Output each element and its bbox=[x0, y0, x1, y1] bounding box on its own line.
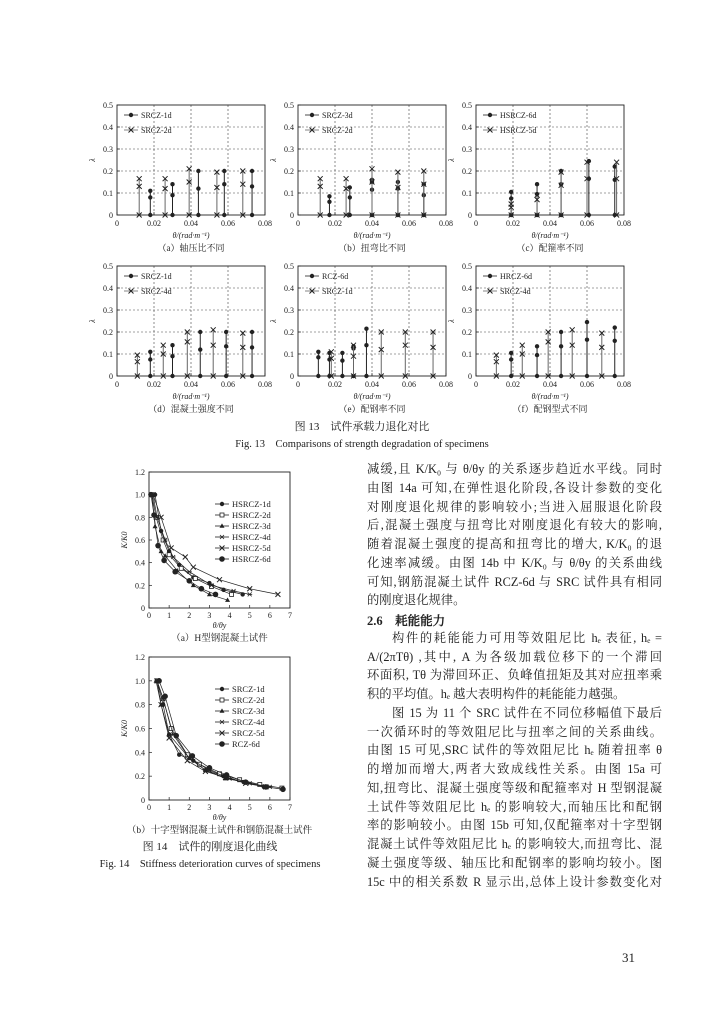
x-tick-label: 1 bbox=[167, 803, 172, 812]
data-point bbox=[170, 182, 174, 186]
y-tick-label: 0.4 bbox=[135, 748, 145, 758]
y-tick-label: 0.1 bbox=[103, 350, 113, 359]
data-point bbox=[179, 566, 183, 570]
x-axis-label: θ/(rad·m⁻¹) bbox=[531, 231, 569, 240]
data-point bbox=[162, 694, 168, 700]
data-point bbox=[185, 758, 190, 763]
y-tick-label: 0.4 bbox=[462, 284, 472, 293]
body-line: 由图 14a 可知,在弹性退化阶段,各设计参数的变化 bbox=[367, 480, 662, 495]
x-tick-label: 0.04 bbox=[365, 380, 379, 389]
data-point bbox=[170, 343, 174, 347]
y-tick-label: 1.0 bbox=[135, 676, 145, 686]
x-axis-label: θ/θy bbox=[212, 813, 227, 822]
data-point bbox=[224, 330, 228, 334]
legend-marker bbox=[310, 274, 314, 278]
data-point bbox=[364, 343, 368, 347]
y-tick-label: 0.2 bbox=[103, 328, 113, 337]
x-tick-label: 0.06 bbox=[221, 380, 235, 389]
legend-label: SRCZ-4d bbox=[232, 717, 265, 727]
x-tick-label: 0.06 bbox=[402, 219, 416, 228]
x-axis-label: θ/(rad·m⁻¹) bbox=[172, 231, 210, 240]
x-tick-label: 0 bbox=[115, 219, 119, 228]
data-point bbox=[585, 338, 589, 342]
legend-marker bbox=[220, 708, 225, 712]
data-point bbox=[559, 344, 563, 348]
y-tick-label: 0 bbox=[468, 211, 472, 220]
legend-marker bbox=[488, 274, 492, 278]
data-point bbox=[222, 182, 226, 186]
data-point-zero bbox=[224, 374, 228, 378]
x-tick-label: 2 bbox=[187, 803, 192, 812]
x-axis-label: θ/(rad·m⁻¹) bbox=[353, 231, 391, 240]
legend-label: RCZ-6d bbox=[232, 739, 260, 749]
legend-marker bbox=[219, 556, 225, 562]
x-tick-label: 1 bbox=[167, 611, 172, 620]
y-axis-label: λ bbox=[447, 319, 456, 323]
data-point bbox=[250, 184, 254, 188]
y-tick-label: 0.1 bbox=[462, 189, 472, 198]
series-HSRCZ-6d bbox=[509, 159, 617, 217]
chart-13b bbox=[266, 98, 456, 253]
x-tick-label: 4 bbox=[227, 611, 232, 620]
data-point-zero bbox=[327, 213, 331, 217]
data-point-zero bbox=[196, 213, 200, 217]
data-point bbox=[183, 555, 188, 560]
y-tick-label: 0.8 bbox=[135, 513, 145, 523]
x-tick-label: 0.08 bbox=[617, 380, 631, 389]
data-point bbox=[230, 592, 234, 596]
x-tick-label: 7 bbox=[288, 803, 292, 812]
data-point bbox=[193, 577, 197, 581]
y-tick-label: 0.5 bbox=[103, 262, 113, 271]
legend-label: HSRCZ-2d bbox=[232, 510, 271, 520]
data-point bbox=[250, 330, 254, 334]
series-SRCZ-3d bbox=[327, 178, 426, 218]
y-tick-label: 0.4 bbox=[103, 284, 113, 293]
y-tick-label: 0.6 bbox=[135, 536, 145, 545]
section-heading: 2.6 耗能能力 bbox=[367, 614, 446, 628]
chart-caption: （f）配钢型式不同 bbox=[512, 404, 588, 414]
data-point-zero bbox=[148, 374, 152, 378]
legend-marker bbox=[220, 513, 224, 517]
y-tick-label: 0.4 bbox=[103, 123, 113, 132]
x-tick-label: 0 bbox=[147, 611, 151, 620]
x-tick-label: 5 bbox=[247, 611, 252, 620]
y-axis-label: λ bbox=[447, 158, 456, 162]
data-point bbox=[535, 182, 539, 186]
legend-marker bbox=[219, 741, 225, 747]
data-point-zero bbox=[222, 213, 226, 217]
chart-caption: （b）十字型钢混凝土试件和钢筋混凝土试件 bbox=[126, 826, 313, 836]
y-tick-label: 0.5 bbox=[284, 101, 294, 110]
page-number: 31 bbox=[622, 950, 635, 965]
data-point bbox=[509, 196, 513, 200]
legend-marker bbox=[220, 523, 225, 527]
x-tick-label: 0.06 bbox=[580, 380, 594, 389]
data-point bbox=[156, 678, 162, 684]
data-point bbox=[213, 592, 219, 598]
x-tick-label: 0.04 bbox=[543, 219, 557, 228]
data-point bbox=[340, 358, 344, 362]
series-RCZ-6d bbox=[316, 327, 369, 379]
data-point bbox=[187, 570, 192, 574]
chart-caption: （a）H型钢混凝土试件 bbox=[171, 634, 268, 644]
body-line: 的刚度退化规律。 bbox=[367, 593, 466, 608]
data-point bbox=[217, 577, 222, 582]
data-point bbox=[170, 354, 174, 358]
body-line: 后,混凝土强度与扭弯比对刚度退化有较大的影响, bbox=[367, 518, 662, 533]
y-tick-label: 0.6 bbox=[135, 724, 145, 734]
y-tick-label: 0.2 bbox=[135, 581, 145, 591]
data-point bbox=[196, 186, 200, 190]
legend-label: SRCZ-1d bbox=[322, 287, 353, 296]
data-point bbox=[340, 351, 344, 355]
body-line: 由图 15 可见,SRC 试件的等效阻尼比 hₑ 随着扭率 θ bbox=[367, 743, 662, 758]
legend-label: HSRCZ-5d bbox=[232, 543, 271, 553]
data-point bbox=[613, 325, 617, 329]
y-tick-label: 0 bbox=[290, 372, 294, 381]
data-point-zero bbox=[535, 374, 539, 378]
chart-13f bbox=[444, 259, 634, 414]
legend-marker bbox=[129, 274, 133, 278]
legend-label: SRCZ-1d bbox=[232, 684, 265, 694]
data-point bbox=[155, 543, 161, 549]
chart-caption: （c）配箍率不同 bbox=[516, 243, 584, 253]
y-tick-label: 0 bbox=[109, 211, 113, 220]
data-point bbox=[509, 351, 513, 355]
x-tick-label: 6 bbox=[267, 803, 272, 812]
data-point bbox=[199, 586, 205, 592]
y-tick-label: 0.3 bbox=[462, 145, 472, 154]
legend-label: HSRCZ-1d bbox=[232, 499, 271, 509]
y-tick-label: 0.3 bbox=[284, 145, 294, 154]
y-tick-label: 0.2 bbox=[284, 328, 294, 337]
data-point bbox=[198, 347, 202, 351]
legend-label: SRCZ-4d bbox=[500, 287, 531, 296]
x-tick-label: 0.06 bbox=[580, 219, 594, 228]
data-point bbox=[559, 330, 563, 334]
y-axis-label: λ bbox=[88, 319, 97, 323]
body-line: 一次循环时的等效阻尼比与扭率之间的关系曲线。 bbox=[367, 724, 662, 739]
x-tick-label: 0.02 bbox=[147, 219, 161, 228]
data-point bbox=[509, 357, 513, 361]
x-axis-label: θ/(rad·m⁻¹) bbox=[172, 392, 210, 401]
y-tick-label: 0 bbox=[468, 372, 472, 381]
body-line: 环面积, Tθ 为滞回环正、负峰值扭矩及其对应扭率乘 bbox=[367, 668, 662, 683]
chart-13e bbox=[266, 259, 456, 414]
legend-marker bbox=[220, 720, 225, 724]
body-line: 对刚度退化规律的影响较小;当进入屈服退化阶段 bbox=[367, 499, 662, 514]
y-tick-label: 0.2 bbox=[135, 772, 145, 782]
data-point bbox=[148, 357, 152, 361]
y-axis-label: K/K0 bbox=[120, 531, 129, 549]
data-point-zero bbox=[250, 374, 254, 378]
x-tick-label: 7 bbox=[288, 611, 292, 620]
x-tick-label: 0.08 bbox=[439, 380, 453, 389]
y-axis-label: λ bbox=[269, 319, 278, 323]
x-axis-label: θ/(rad·m⁻¹) bbox=[531, 392, 569, 401]
data-point-zero bbox=[250, 213, 254, 217]
legend-label: SRCZ-1d bbox=[141, 111, 172, 120]
x-tick-label: 0.08 bbox=[258, 219, 272, 228]
x-tick-label: 6 bbox=[267, 611, 272, 620]
data-point bbox=[171, 555, 176, 559]
series-line bbox=[151, 495, 215, 595]
data-point bbox=[327, 194, 331, 198]
y-axis-label: λ bbox=[269, 158, 278, 162]
data-point bbox=[613, 339, 617, 343]
x-tick-label: 0 bbox=[474, 219, 478, 228]
x-tick-label: 0.02 bbox=[147, 380, 161, 389]
fig13-caption-cn: 图 13 试件承载力退化对比 bbox=[294, 421, 430, 433]
data-point bbox=[191, 565, 196, 570]
data-point bbox=[169, 545, 174, 550]
data-point-zero bbox=[316, 374, 320, 378]
body-line: 凝土强度等级、轴压比和配钢率的影响均较小。图 bbox=[367, 855, 662, 870]
legend-marker bbox=[488, 113, 492, 117]
y-tick-label: 0 bbox=[290, 211, 294, 220]
x-axis-label: θ/θy bbox=[212, 621, 227, 630]
data-point bbox=[148, 189, 152, 193]
body-line: 率的影响较小。由图 15b 可知,仅配箍率对十字型钢 bbox=[367, 818, 662, 833]
y-tick-label: 0.1 bbox=[462, 350, 472, 359]
y-tick-label: 0 bbox=[109, 372, 113, 381]
legend-label: SRCZ-2d bbox=[232, 695, 265, 705]
body-line: 混凝土试件等效阻尼比 hₑ 的影响较大,而扭弯比、混 bbox=[367, 837, 662, 851]
legend-label: HSRCZ-4d bbox=[232, 532, 271, 542]
data-point-zero bbox=[613, 374, 617, 378]
chart-13c bbox=[444, 98, 634, 253]
body-line: 随着混凝土强度的提高和扭弯比的增大, K/K₀ 的退 bbox=[367, 537, 662, 551]
y-tick-label: 0.4 bbox=[284, 123, 294, 132]
x-tick-label: 0.08 bbox=[617, 219, 631, 228]
x-tick-label: 0 bbox=[147, 803, 151, 812]
x-axis-label: θ/(rad·m⁻¹) bbox=[353, 392, 391, 401]
body-line: 图 15 为 11 个 SRC 试件在不同位移幅值下最后 bbox=[392, 705, 662, 720]
chart-14b bbox=[110, 647, 320, 836]
data-point bbox=[177, 753, 181, 757]
body-line: 土试件等效阻尼比 hₑ 的影响较大,而轴压比和配钢 bbox=[367, 799, 662, 814]
y-tick-label: 0.3 bbox=[284, 306, 294, 315]
legend-marker bbox=[220, 535, 225, 539]
y-tick-label: 0.8 bbox=[135, 700, 145, 710]
data-point-zero bbox=[170, 213, 174, 217]
series-HSRCZ-3d bbox=[150, 492, 231, 602]
data-point bbox=[151, 512, 157, 518]
x-tick-label: 0.02 bbox=[328, 219, 342, 228]
y-tick-label: 0.5 bbox=[284, 262, 294, 271]
y-tick-label: 0.1 bbox=[103, 189, 113, 198]
legend-label: SRCZ-3d bbox=[232, 706, 265, 716]
series-SRCZ-2d bbox=[318, 166, 427, 217]
body-line: 知,扭弯比、混凝土强度等级和配箍率对 H 型钢混凝 bbox=[367, 780, 662, 795]
chart-caption: （e）配钢率不同 bbox=[338, 404, 406, 414]
x-tick-label: 5 bbox=[247, 803, 252, 812]
data-point-zero bbox=[170, 374, 174, 378]
legend-label: SRCZ-1d bbox=[141, 272, 172, 281]
data-point bbox=[148, 492, 154, 498]
chart-13a bbox=[85, 98, 275, 253]
y-tick-label: 0.1 bbox=[284, 189, 294, 198]
y-tick-label: 0.5 bbox=[462, 101, 472, 110]
data-point bbox=[224, 772, 230, 778]
legend-label: HSRCZ-6d bbox=[232, 554, 271, 564]
data-point bbox=[170, 193, 174, 197]
fig14-caption-en: Fig. 14 Stiffness deterioration curves of specimens bbox=[99, 859, 321, 870]
body-line: 减缓,且 K/K₀ 与 θ/θy 的关系逐步趋近水平线。同时 bbox=[367, 462, 662, 476]
body-line: 构件的耗能能力可用等效阻尼比 hₑ 表征, hₑ = bbox=[392, 630, 662, 645]
data-point-zero bbox=[340, 374, 344, 378]
data-point bbox=[173, 733, 179, 739]
legend-label: HSRCZ-3d bbox=[232, 521, 271, 531]
legend-label: HRCZ-6d bbox=[500, 272, 532, 281]
x-tick-label: 0.06 bbox=[221, 219, 235, 228]
x-tick-label: 0 bbox=[296, 380, 300, 389]
y-tick-label: 0.2 bbox=[284, 167, 294, 176]
data-point-zero bbox=[198, 374, 202, 378]
y-axis-label: K/K0 bbox=[120, 720, 129, 737]
x-tick-label: 0 bbox=[115, 380, 119, 389]
y-tick-label: 0.2 bbox=[462, 167, 472, 176]
x-tick-label: 0.02 bbox=[328, 380, 342, 389]
series-HSRCZ-6d bbox=[148, 492, 218, 597]
data-point bbox=[250, 345, 254, 349]
fig13-caption-en: Fig. 13 Comparisons of strength degradation of specimens bbox=[235, 439, 489, 450]
data-point bbox=[161, 558, 167, 564]
data-point bbox=[172, 569, 178, 575]
chart-caption: （b）扭弯比不同 bbox=[338, 243, 406, 253]
legend-marker bbox=[220, 502, 224, 506]
body-line: 15c 中的相关系数 R 显示出,总体上设计参数变化对 bbox=[367, 874, 662, 889]
data-point bbox=[316, 350, 320, 354]
y-tick-label: 0.3 bbox=[462, 306, 472, 315]
data-point bbox=[224, 344, 228, 348]
y-tick-label: 0.3 bbox=[103, 145, 113, 154]
x-tick-label: 4 bbox=[227, 803, 232, 812]
y-tick-label: 1.2 bbox=[135, 653, 145, 662]
y-tick-label: 0.4 bbox=[284, 284, 294, 293]
chart-13d bbox=[85, 259, 275, 414]
body-line: 可知,钢筋混凝土试件 RCZ-6d 与 SRC 试件具有相同 bbox=[367, 574, 662, 589]
data-point bbox=[190, 753, 196, 759]
data-point bbox=[509, 190, 513, 194]
legend-label: SRCZ-5d bbox=[232, 728, 265, 738]
legend-marker bbox=[220, 698, 224, 702]
legend-label: SRCZ-2d bbox=[322, 126, 353, 135]
data-point bbox=[186, 578, 192, 584]
data-point bbox=[222, 169, 226, 173]
data-point-zero bbox=[559, 374, 563, 378]
chart-14a bbox=[110, 462, 320, 647]
x-tick-label: 0.02 bbox=[506, 219, 520, 228]
x-tick-label: 0 bbox=[474, 380, 478, 389]
x-tick-label: 0.06 bbox=[402, 380, 416, 389]
y-tick-label: 0.2 bbox=[103, 167, 113, 176]
series-line bbox=[152, 495, 228, 600]
data-point-zero bbox=[148, 213, 152, 217]
x-tick-label: 3 bbox=[207, 611, 212, 620]
y-tick-label: 0.4 bbox=[462, 123, 472, 132]
legend-label: RCZ-6d bbox=[322, 272, 349, 281]
x-tick-label: 0.04 bbox=[184, 219, 198, 228]
x-tick-label: 0 bbox=[296, 219, 300, 228]
x-tick-label: 0.08 bbox=[258, 380, 272, 389]
chart-caption: （a）轴压比不同 bbox=[157, 243, 225, 253]
legend-label: SRCZ-3d bbox=[322, 111, 353, 120]
data-point bbox=[348, 195, 352, 199]
x-tick-label: 2 bbox=[187, 611, 192, 620]
series-HSRCZ-5d bbox=[509, 160, 619, 218]
y-tick-label: 0 bbox=[141, 604, 145, 613]
y-tick-label: 0.3 bbox=[103, 306, 113, 315]
legend-marker bbox=[129, 113, 133, 117]
body-line: 的增加而增大,两者大致成线性关系。由图 15a 可 bbox=[367, 762, 662, 776]
data-point bbox=[148, 350, 152, 354]
fig14-caption-cn: 图 14 试件的刚度退化曲线 bbox=[142, 841, 278, 853]
y-tick-label: 1.2 bbox=[135, 468, 145, 477]
data-point bbox=[364, 327, 368, 331]
legend-marker bbox=[310, 113, 314, 117]
data-point bbox=[263, 784, 269, 790]
legend-label: SRCZ-2d bbox=[141, 126, 172, 135]
y-tick-label: 0.5 bbox=[462, 262, 472, 271]
legend-marker bbox=[220, 687, 224, 691]
data-point bbox=[198, 330, 202, 334]
data-point bbox=[316, 355, 320, 359]
legend-label: SRCZ-4d bbox=[141, 287, 172, 296]
y-tick-label: 1.0 bbox=[135, 490, 145, 500]
data-point bbox=[243, 779, 249, 785]
x-tick-label: 0.04 bbox=[365, 219, 379, 228]
x-tick-label: 0.08 bbox=[439, 219, 453, 228]
chart-caption: （d）混凝土强度不同 bbox=[148, 404, 234, 414]
data-point bbox=[585, 320, 589, 324]
data-point-zero bbox=[585, 374, 589, 378]
y-tick-label: 0 bbox=[141, 796, 145, 805]
legend-label: HSRCZ-5d bbox=[500, 126, 537, 135]
data-point bbox=[535, 344, 539, 348]
body-line: 化速率减缓。由图 14b 中 K/K₀ 与 θ/θy 的关系曲线 bbox=[367, 555, 662, 570]
data-point bbox=[167, 553, 171, 557]
body-line: A/(2πTθ) ,其中, A 为各级加载位移下的一个滞回 bbox=[367, 649, 662, 664]
body-line: 积的平均值。hₑ 越大表明构件的耗能能力越强。 bbox=[367, 687, 626, 701]
y-tick-label: 0.1 bbox=[284, 350, 294, 359]
y-tick-label: 0.4 bbox=[135, 558, 145, 568]
x-tick-label: 0.04 bbox=[543, 380, 557, 389]
data-point bbox=[250, 169, 254, 173]
data-point-zero bbox=[364, 374, 368, 378]
legend-label: HSRCZ-6d bbox=[500, 111, 537, 120]
data-point bbox=[148, 195, 152, 199]
series-HSRCZ-1d bbox=[150, 492, 245, 596]
x-tick-label: 3 bbox=[207, 803, 212, 812]
x-tick-label: 0.02 bbox=[506, 380, 520, 389]
data-point-zero bbox=[509, 374, 513, 378]
x-tick-label: 0.04 bbox=[184, 380, 198, 389]
y-axis-label: λ bbox=[88, 158, 97, 162]
data-point bbox=[196, 169, 200, 173]
data-point bbox=[280, 786, 286, 792]
y-tick-label: 0.5 bbox=[103, 101, 113, 110]
data-point bbox=[247, 592, 252, 596]
data-point bbox=[207, 765, 213, 771]
data-point bbox=[535, 353, 539, 357]
data-point bbox=[327, 200, 331, 204]
y-tick-label: 0.2 bbox=[462, 328, 472, 337]
